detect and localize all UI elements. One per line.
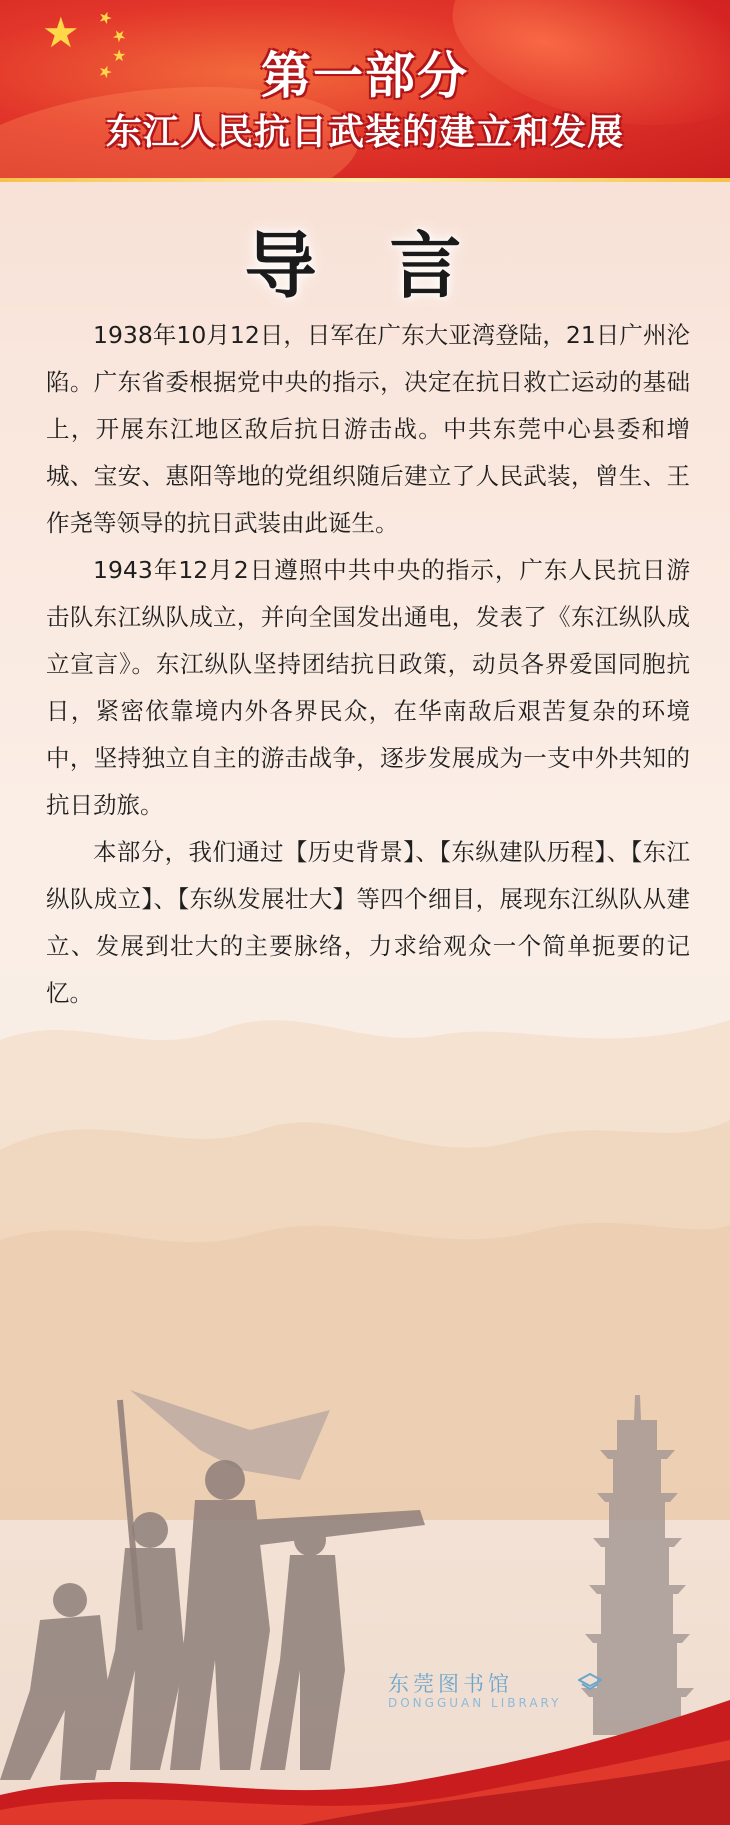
header-banner xyxy=(0,0,730,182)
intro-title: 导 言 xyxy=(244,224,486,308)
part-title: 第一部分 xyxy=(261,47,469,105)
star-icon: ★ xyxy=(95,6,116,29)
red-ribbon-decoration xyxy=(0,1700,730,1825)
paragraph-3: 本部分，我们通过【历史背景】、【东纵建队历程】、【东江纵队成立】、【东纵发展壮大】等四个细目，展现东江纵队从建立、发展到壮大的主要脉络，力求给观众一个简单扼要的记忆。 xyxy=(46,838,690,1007)
paragraph-2: 1943年12月2日遵照中共中央的指示，广东人民抗日游击队东江纵队成立，并向全国发出通电，发表了《东江纵队成立宣言》。东江纵队坚持团结抗日政策，动员各界爱国同胞抗日，紧密依靠境内外各界民众，在华南敌后艰苦复杂的环境中，坚持独立自主的游击战争，逐步发展成为一支中外共知的抗日劲旅。 xyxy=(46,556,690,819)
star-icon: ★ xyxy=(95,60,116,83)
paragraph-1: 1938年10月12日，日军在广东大亚湾登陆，21日广州沦陷。广东省委根据党中央的指示，决定在抗日救亡运动的基础上，开展东江地区敌后抗日游击战。中共东莞中心县委和增城、宝安、惠阳等地的党组织随后建立了人民武装，曾生、王作尧等领导的抗日武装由此诞生。 xyxy=(46,321,690,537)
library-logo-icon xyxy=(578,1672,602,1694)
library-name-en: DONGGUAN LIBRARY xyxy=(388,1696,562,1710)
section-title: 东江人民抗日武装的建立和发展 xyxy=(105,112,624,153)
header-divider xyxy=(0,178,730,182)
star-icon: ★ xyxy=(107,23,132,48)
library-name-cn: 东莞图书馆 xyxy=(388,1672,513,1696)
intro-body xyxy=(46,312,690,1017)
star-icon: ★ xyxy=(112,46,127,65)
star-icon: ★ xyxy=(42,8,80,57)
